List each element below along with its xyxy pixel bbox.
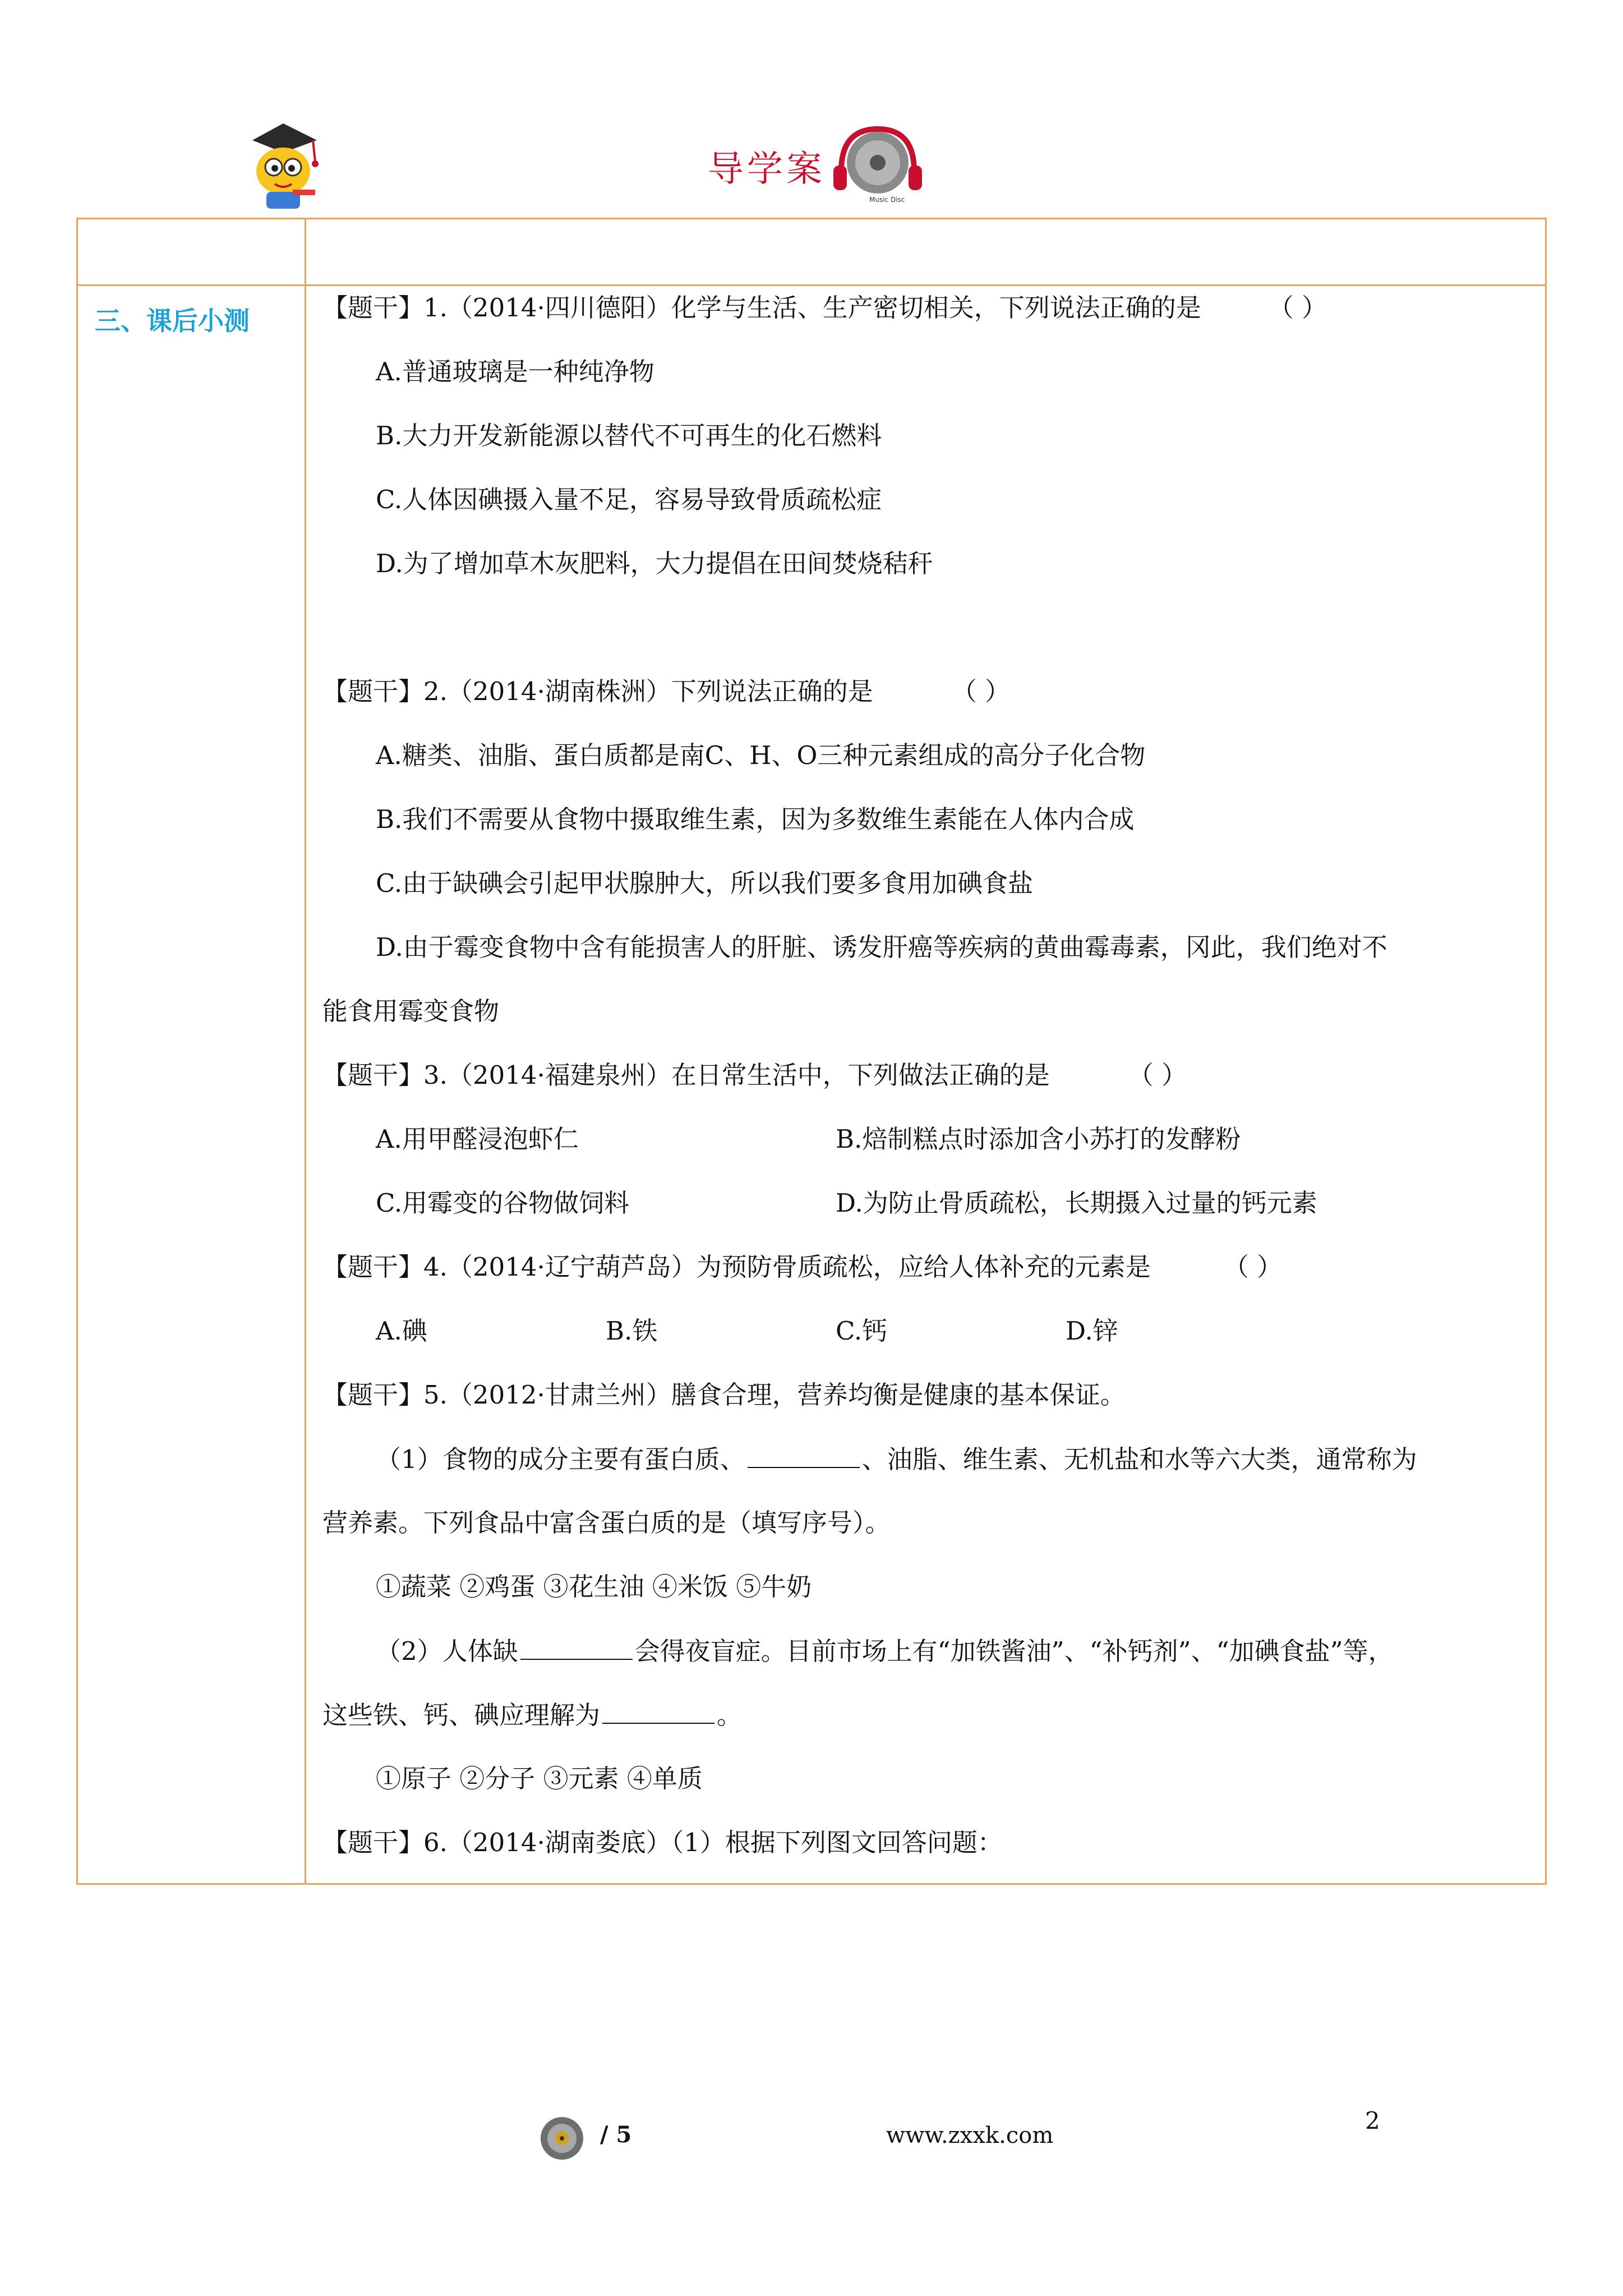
footer-url: www.zxxk.com <box>886 2123 1054 2148</box>
content-table <box>76 218 1547 1885</box>
question-4-option-b: B.铁 <box>606 1316 658 1346</box>
answer-blank[interactable] <box>602 1698 714 1724</box>
question-2-option-a: A.糖类、油脂、蛋白质都是南C、H、O三种元素组成的高分子化合物 <box>376 740 1146 770</box>
question-4-option-a: A.碘 <box>376 1316 427 1346</box>
question-5-part-2: （2）人体缺 会得夜盲症。目前市场上有“加铁酱油”、“补钙剂”、“加碘食盐”等， <box>376 1634 1394 1668</box>
disc-icon <box>540 2116 584 2161</box>
logo-caption: Music Disc <box>869 196 905 204</box>
page-number: 2 <box>1365 2107 1380 2134</box>
question-2-option-d: D.由于霉变食物中含有能损害人的肝脏、诱发肝癌等疾病的黄曲霉毒素，冈此，我们绝对不 <box>376 932 1387 962</box>
question-2-option-b: B.我们不需要从食物中摄取维生素，因为多数维生素能在人体内合成 <box>376 804 1135 834</box>
row-divider <box>78 284 1545 286</box>
header-title: 导学案 <box>708 149 826 190</box>
question-5-part-1: （1）食物的成分主要有蛋白质、 、油脂、维生素、无机盐和水等六大类，通常称为 <box>376 1442 1417 1476</box>
question-4-option-c: C.钙 <box>836 1316 888 1346</box>
question-2-option-d-cont: 能食用霉变食物 <box>322 996 500 1026</box>
question-3-option-d: D.为防止骨质疏松，长期摄入过量的钙元素 <box>836 1188 1317 1218</box>
question-3-option-b: B.焙制糕点时添加含小苏打的发酵粉 <box>836 1124 1241 1154</box>
question-1-stem: 【题干】1.（2014·四川德阳）化学与生活、生产密切相关，下列说法正确的是 （ ） <box>322 293 1327 323</box>
page-header <box>0 0 1623 219</box>
question-5-options-2: ①原子 ②分子 ③元素 ④单质 <box>376 1764 703 1793</box>
question-5-options-1: ①蔬菜 ②鸡蛋 ③花生油 ④米饭 ⑤牛奶 <box>376 1572 812 1602</box>
question-1-option-a: A.普通玻璃是一种纯净物 <box>376 357 654 386</box>
page-count: / 5 <box>600 2122 632 2148</box>
question-4-option-d: D.锌 <box>1066 1316 1118 1346</box>
section-label: 三、课后小测 <box>95 306 250 336</box>
question-1-option-b: B.大力开发新能源以替代不可再生的化石燃料 <box>376 421 882 450</box>
question-1-option-d: D.为了增加草木灰肥料，大力提倡在田间焚烧秸秆 <box>376 549 933 578</box>
question-2-stem: 【题干】2.（2014·湖南株洲）下列说法正确的是 （ ） <box>322 677 1011 706</box>
question-1-option-c: C.人体因碘摄入量不足，容易导致骨质疏松症 <box>376 485 882 514</box>
question-3-option-c: C.用霉变的谷物做饲料 <box>376 1188 630 1218</box>
question-3-option-a: A.用甲醛浸泡虾仁 <box>376 1124 579 1154</box>
question-2-option-c: C.由于缺碘会引起甲状腺肿大，所以我们要多食用加碘食盐 <box>376 868 1034 898</box>
music-disc-logo-icon <box>830 118 925 208</box>
column-divider <box>305 219 306 1883</box>
question-5-part-2-cont: 这些铁、钙、碘应理解为 。 <box>322 1698 742 1732</box>
question-5-part-1-cont: 营养素。下列食品中富含蛋白质的是（填写序号）。 <box>322 1508 891 1538</box>
answer-blank[interactable] <box>748 1442 860 1468</box>
graduate-mascot-icon <box>241 118 325 213</box>
question-4-stem: 【题干】4.（2014·辽宁葫芦岛）为预防骨质疏松，应给人体补充的元素是 （ ） <box>322 1252 1283 1282</box>
question-6-stem: 【题干】6.（2014·湖南娄底）（1）根据下列图文回答问题： <box>322 1828 1003 1857</box>
question-3-stem: 【题干】3.（2014·福建泉州）在日常生活中，下列做法正确的是 （ ） <box>322 1060 1187 1090</box>
answer-blank[interactable] <box>520 1634 633 1660</box>
question-5-stem: 【题干】5.（2012·甘肃兰州）膳食合理，营养均衡是健康的基本保证。 <box>322 1380 1126 1410</box>
